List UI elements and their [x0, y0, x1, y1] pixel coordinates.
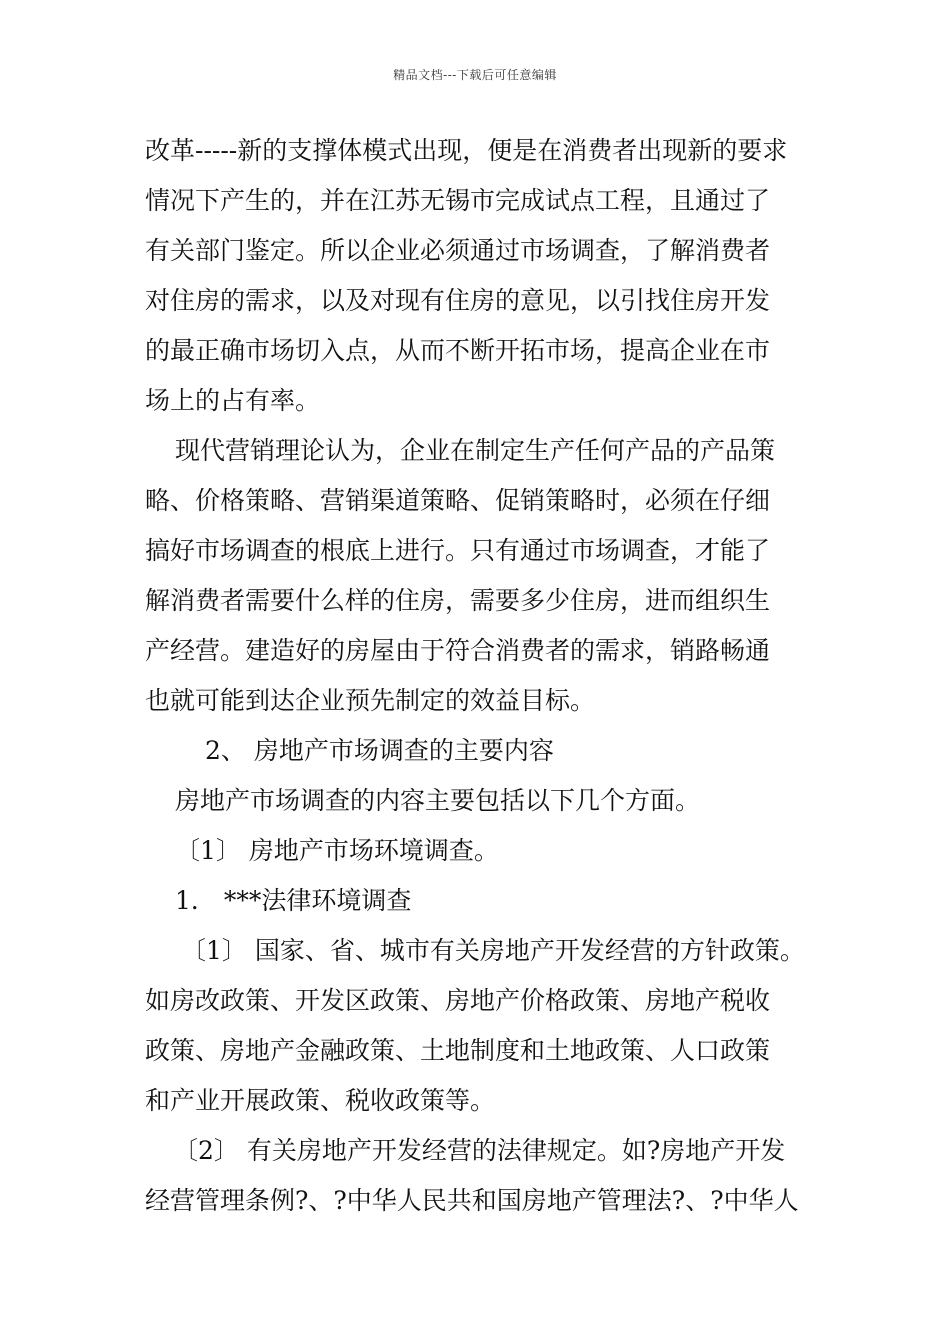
paragraph-start-line: 〔2〕 有关房地产开发经营的法律规定。如?房地产开发 [173, 1136, 786, 1165]
paragraph-start-line: 房地产市场调查的内容主要包括以下几个方面。 [175, 786, 701, 815]
body-line: 解消费者需要什么样的住房，需要多少住房，进而组织生 [145, 586, 771, 615]
body-line: 搞好市场调查的根底上进行。只有通过市场调查，才能了 [145, 536, 771, 565]
body-line: 产经营。建造好的房屋由于符合消费者的需求，销路畅通 [145, 636, 771, 665]
body-line: 如房改政策、开发区政策、房地产价格政策、房地产税收 [145, 986, 771, 1015]
body-line: 有关部门鉴定。所以企业必须通过市场调查，了解消费者 [145, 236, 771, 265]
body-line: 也就可能到达企业预先制定的效益目标。 [145, 686, 596, 715]
body-line: 略、价格策略、营销渠道策略、促销策略时，必须在仔细 [145, 486, 771, 515]
document-body [145, 126, 815, 1226]
paragraph-start-line: 〔1〕 国家、省、城市有关房地产开发经营的方针政策。 [181, 936, 805, 965]
body-line: 对住房的需求，以及对现有住房的意见，以引找住房开发 [145, 286, 771, 315]
body-line: 经营管理条例?、?中华人民共和国房地产管理法?、?中华人 [145, 1186, 799, 1215]
page-header: 精品文档---下载后可任意编辑 [393, 68, 557, 82]
body-line: 政策、房地产金融政策、土地制度和土地政策、人口政策 [145, 1036, 771, 1065]
subsection-heading: 〔1〕 房地产市场环境调查。 [175, 836, 499, 865]
body-line: 改革-----新的支撑体模式出现，便是在消费者出现新的要求 [145, 136, 788, 165]
paragraph-start-line: 现代营销理论认为，企业在制定生产任何产品的产品策 [175, 436, 776, 465]
body-line: 场上的占有率。 [145, 386, 321, 415]
numbered-heading: 1． ***法律环境调查 [175, 886, 412, 915]
section-heading: 2、 房地产市场调查的主要内容 [205, 736, 554, 765]
body-line: 和产业开展政策、税收政策等。 [145, 1086, 496, 1115]
body-line: 的最正确市场切入点，从而不断开拓市场，提高企业在市 [145, 336, 771, 365]
body-line: 情况下产生的，并在江苏无锡市完成试点工程，且通过了 [145, 186, 771, 215]
